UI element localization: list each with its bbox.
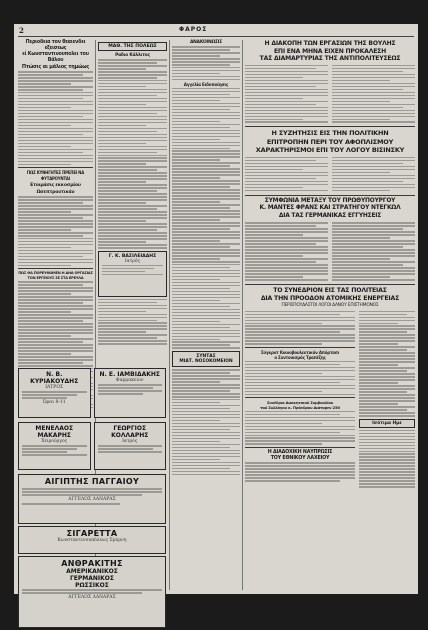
article-body <box>245 65 328 125</box>
ad-subtitle: Χειρούργος <box>41 439 68 444</box>
ad-title: Γ. Κ. ΒΑΣΙΛΕΙΑΔΗΣ <box>108 253 157 259</box>
ad-title: ΓΕΩΡΓΙΟΣ ΚΟΛΛΑΡΗΣ <box>111 425 149 439</box>
subheadline: Ραδιο Κάλλιτος <box>115 53 150 58</box>
column-4 <box>245 40 415 489</box>
ad-subtitle: Φαρμακείον <box>115 378 144 383</box>
city-box <box>98 42 167 51</box>
ads-block <box>18 366 166 630</box>
exchange-rates-box <box>359 419 415 428</box>
article-body <box>172 88 240 349</box>
headline-council: Συνέδρια Διοικητικού Συμβουλίου τού Συλλόγου κ. Πρόεδρου Διάτορεν 250 <box>260 400 340 411</box>
ad-line: ΓΕΡΜΑΝΙΚΟΣ <box>69 575 115 582</box>
ad-subtitle: Ιατρός <box>124 258 141 264</box>
headline-athens-visit: Περιοδεια τον θεαιενδει εξεισεως εί Κωνσταντινουπολει του Βάλου <box>22 40 89 63</box>
header-rule <box>18 36 414 37</box>
headline-agreement: ΣΥΜΦΩΝΙΑ ΜΕΤΑΞΥ ΤΟΥ ΠΡΩΘΥΠΟΥΡΓΟΥ Κ. ΜΑΝΤΕΣ ΦΡΑΝΣ ΚΑΙ ΣΤΡΑΤΗΓΟΥ ΝΤΕΓΚΩΛ ΔΙΑ ΤΑΣ ΓΕΡΜΑΝΙΚΑΣ ΕΓΓΥΗΣΕΙΣ <box>259 197 401 219</box>
headline-atomic: ΤΟ ΣΥΝΕΔΡΙΟΝ ΕΙΣ ΤΑΣ ΠΟΛΙΤΕΙΑΣ ΔΙΑ ΤΗΝ ΠΡΟΟΔΟΝ ΑΤΟΜΙΚΗΣ ΕΝΕΡΓΕΙΑΣ <box>260 286 400 302</box>
article-body <box>245 361 355 395</box>
ad-line: ΑΜΕΡΙΚΑΝΙΚΟΣ <box>66 568 118 575</box>
ad-subtitle: ΙΑΤΡΟΣ <box>45 385 64 390</box>
headline-disarmament: Η ΣΥΖΗΤΗΣΙΣ ΕΙΣ ΤΗΝ ΠΟΛΙΤΙΚΗΝ ΕΠΙΤΡΟΠΗΝ ΠΕΡΙ ΤΟΥ ΑΦΟΠΛΙΣΜΟΥ ΧΑΡΑΚΤΗΡΙΣΜΟΙ ΕΠΙ ΤΟΥ ΛΟΓΟΥ ΒΙΣΙΝΣΚΥ <box>255 129 405 155</box>
lottery-table <box>245 462 355 482</box>
article-body <box>332 65 415 125</box>
hospital-box <box>172 351 240 367</box>
article-body <box>332 222 415 282</box>
ad-title: Ν. Ε. ΙΑΜΒΙΔΑΚΗΣ <box>99 371 161 378</box>
ad-title: Ν. Β. ΚΥΡΙΑΚΟΥΔΗΣ <box>30 371 79 385</box>
column-3 <box>172 40 240 476</box>
rates-table <box>359 430 415 488</box>
page-number: 2 <box>19 26 24 35</box>
ad-pangaion <box>18 474 166 524</box>
column-2 <box>98 40 167 346</box>
newspaper-page <box>14 24 418 600</box>
ad-surgeon <box>18 422 91 470</box>
ad-hours: Ώραι 8-11 <box>42 399 66 405</box>
ad-subtitle: Κωνσταντινουπόλεως Σμύρνη <box>57 538 127 543</box>
article-body <box>172 369 240 475</box>
ad-title: ΑΙΓΙΠΤΗΣ ΠΑΓΓΑΙΟΥ <box>44 477 140 486</box>
article-body <box>332 157 415 193</box>
column-1 <box>18 40 93 413</box>
article-body <box>98 299 167 345</box>
ad-vasileiadis <box>98 251 167 297</box>
ad-coal <box>18 556 166 628</box>
column-divider <box>169 40 170 590</box>
ad-subtitle: Ιατρός <box>122 439 138 444</box>
headline-athens-sub: Πτώσις αι μάλιος τημώως <box>21 64 90 70</box>
article-body <box>359 311 415 417</box>
ad-pharmacy <box>94 368 167 418</box>
article-body <box>245 411 355 445</box>
headline-hunters-sub: Ετοιμάσις εκκοσμίου Ωσεπτρουτικάν <box>30 183 81 196</box>
article-body <box>98 59 167 249</box>
headline-hunters: ΠΩΣ ΚΥΝΗΓΗΤΕΣ ΠΡΕΠΕΙ ΝΑ ΦΥΤΑΡΟΥΝΤΑΙ <box>26 170 85 182</box>
article-body <box>18 196 93 266</box>
article-body <box>245 222 328 282</box>
ad-subtitle: ΑΓΓΕΛΟΣ ΛΑΝΑΡΑΣ <box>68 594 116 600</box>
article-body <box>18 71 93 165</box>
headline-bank: Σύγκροτ Κοινοβουλευτικόν Απόρτασι ο Συντονισμός Τραπέζης <box>260 349 340 361</box>
headline-parliament: Η ΔΙΑΚΟΠΗ ΤΩΝ ΕΡΓΑΣΙΩΝ ΤΗΣ ΒΟΥΛΗΣ ΕΠΙ ΕΝΑ ΜΗΝΑ ΕΙΧΕΝ ΠΡΟΚΑΛΕΣΗ ΤΑΣ ΔΙΑΜΑΡΤΥΡΙΑΣ ΤΗΣ ΑΝΤΙΠΟΛΙΤΕΥΣΕΩΣ <box>259 40 401 63</box>
ad-line: ΡΩΣΣΙΚΟΣ <box>75 582 109 589</box>
ad-doctor-kyriakoudis <box>18 368 91 418</box>
ad-cigarettes <box>18 526 166 554</box>
box-title: ΜΑΘ. ΤΗΣ ΠΟΛΕΩΣ <box>108 44 157 49</box>
box-title: Ισότιμα Ημε <box>372 420 402 426</box>
headline-atomic-sub: ΠΕΡΙΣΠΟΥΔΑΣΤΟΙ ΛΟΓΟΙ ΔΑΝΟΥ ΕΠΙΣΤΗΜΟΝΟΣ <box>281 302 379 308</box>
ad-title: ΑΝΘΡΑΚΙΤΗΣ <box>61 559 123 568</box>
ad-subtitle: ΑΓΓΕΛΟΣ ΛΑΝΑΡΑΣ <box>68 496 116 502</box>
subheadline: Αγγελία Ειδοποίησις <box>183 81 229 87</box>
box-title: ΣΥΝΤΑΣ ΜΙΑΤ. ΝΟΣΟΚΟΜΕΙΟΝ <box>179 354 233 365</box>
masthead: ΦΑΡΟΣ <box>179 26 208 33</box>
column-divider <box>242 40 243 590</box>
headline-workers: ΠΩΣ ΘΑ ΠΟΡΕΥΘΩΜΕΝ Η ΔΗΑ ΟΡΓΑΣΙΑΣ ΤΟΝ ΕΡΓΕΙΟΥΣ ΣΕ ΣΤΑ ΕΡΕΥΛΑ <box>18 271 93 281</box>
ad-doctor-kollaris <box>94 422 167 470</box>
headline-lottery: Η ΔΙΑΔΟΧΙΚΗ ΝΑΥΠΡΩΣΙΣ ΤΟΥ ΕΘΝΙΚΟΥ ΛΑΧΕΙΟΥ <box>267 450 333 462</box>
ad-title: ΣΙΓΑΡΕΤΤΑ <box>66 529 118 538</box>
announcements-header: ΑΝΑΚΟΙΝΩΣΙΣ <box>189 40 223 45</box>
ad-title: ΜΕΝΕΛΑΟΣ ΜΑΚΑΡΗΣ <box>35 425 74 439</box>
article-body <box>245 311 355 345</box>
article-body <box>245 157 328 193</box>
article-body <box>172 46 240 80</box>
